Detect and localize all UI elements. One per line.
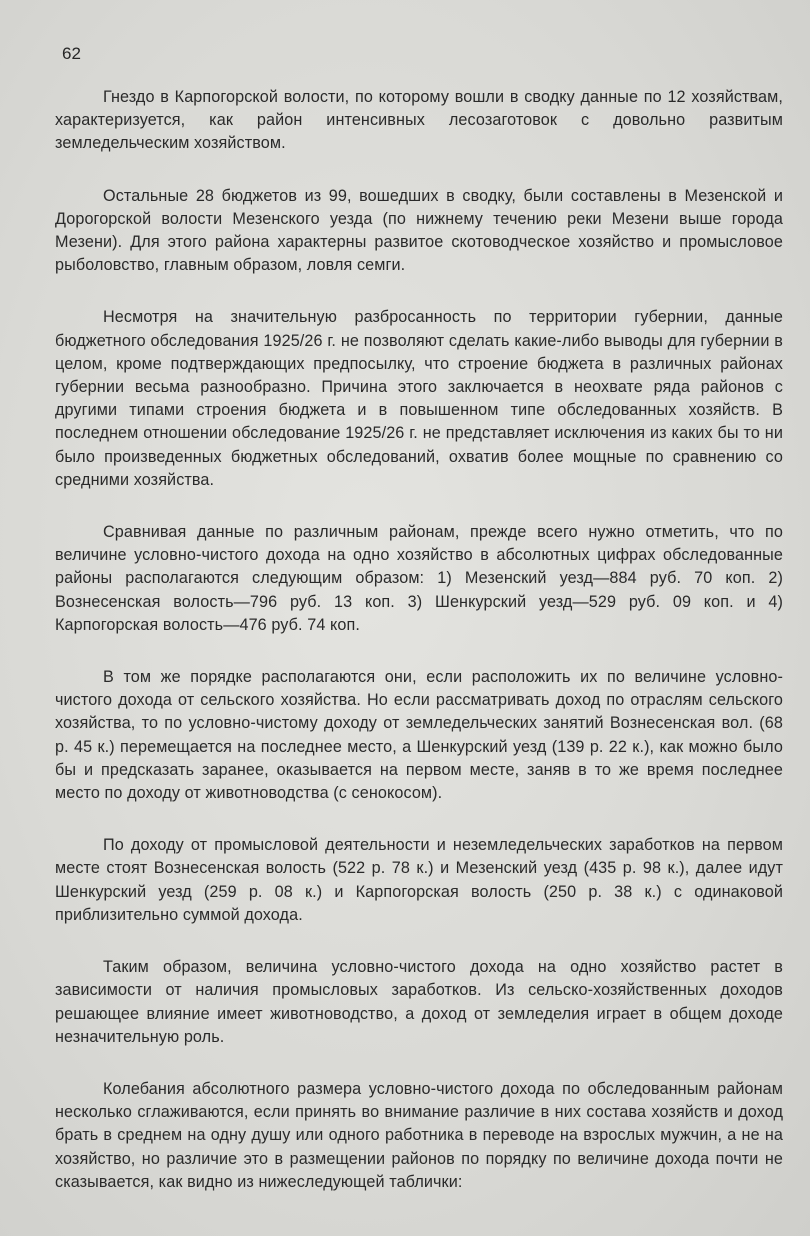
page-number: 62: [62, 44, 81, 63]
paragraph-1: Гнездо в Карпогорской волости, по которому вошли в сводку данные по 12 хозяйствам, характеризуется, как район интенсивных лесозаготовок с довольно развитым земледельческим хозяйством.: [55, 88, 783, 153]
paragraph-4: Сравнивая данные по различным районам, прежде всего нужно отметить, что по величине условно-чистого дохода на одно хозяйство в абсолютных цифрах обследованные районы располагаются следующим образом: 1) Мезенский уезд—884 руб. 70 коп. 2) Вознесенская волость—796 руб. 13 коп. 3) Шенкурский уезд—529 руб. 09 коп. и 4) Карпогорская волость—476 руб. 74 коп.: [55, 523, 783, 634]
paragraph-5: В том же порядке располагаются они, если расположить их по величине условно-чистого дохода от сельского хозяйства. Но если рассматривать доход по отраслям сельского хозяйства, то по условно-чистому доходу от земледельческих занятий Вознесенская вол. (68 р. 45 к.) перемещается на последнее место, а Шенкурский уезд (139 р. 22 к.), как можно было бы и предсказать заранее, оказывается на первом месте, заняв в то же время последнее место по доходу от животноводства (с сенокосом).: [55, 668, 783, 803]
paragraph-8: Колебания абсолютного размера условно-чистого дохода по обследованным районам несколько сглаживаются, если принять во внимание различие в них состава хозяйств и доход брать в среднем на одну душу или одного работника в переводе на взрослых мужчин, а не на хозяйство, но различие это в размещении районов по порядку по величине дохода почти не сказывается, как видно из нижеследующей таблички:: [55, 1079, 783, 1191]
paragraph-7: Таким образом, величина условно-чистого дохода на одно хозяйство растет в зависимости от наличия промысловых заработков. Из сельско-хозяйственных доходов решающее влияние имеет животноводство, а доход от земледелия играет в общем доходе незначительную роль.: [55, 958, 783, 1046]
paragraph-6: По доходу от промысловой деятельности и неземледельческих заработков на первом месте стоят Вознесенская волость (522 р. 78 к.) и Мезенский уезд (435 р. 98 к.), далее идут Шенкурский уезд (259 р. 08 к.) и Карпогорская волость (250 р. 38 к.) с одинаковой приблизительно суммой дохода.: [55, 836, 783, 924]
paragraph-2: Остальные 28 бюджетов из 99, вошедших в сводку, были составлены в Мезенской и Дорогорской волости Мезенского уезда (по нижнему течению реки Мезени выше города Мезени). Для этого района характерны развитое скотоводческое хозяйство и промысловое рыболовство, главным образом, ловля семги.: [55, 186, 783, 275]
paragraph-3: Несмотря на значительную разбросанность по территории губернии, данные бюджетного обследования 1925/26 г. не позволяют сделать какие-либо выводы для губернии в целом, кроме подтверждающих предпосылку, что строение бюджета в различных районах губернии весьма разнообразно. Причина этого заключается в неохвате ряда районов с другими типами строения бюджета и в повышенном типе обследованных хозяйств. В последнем отношении обследование 1925/26 г. не представляет исключения из каких бы то ни было произведенных бюджетных обследований, охватив более мощные по сравнению со средними хозяйства.: [55, 308, 783, 489]
body-text: [55, 86, 783, 1194]
